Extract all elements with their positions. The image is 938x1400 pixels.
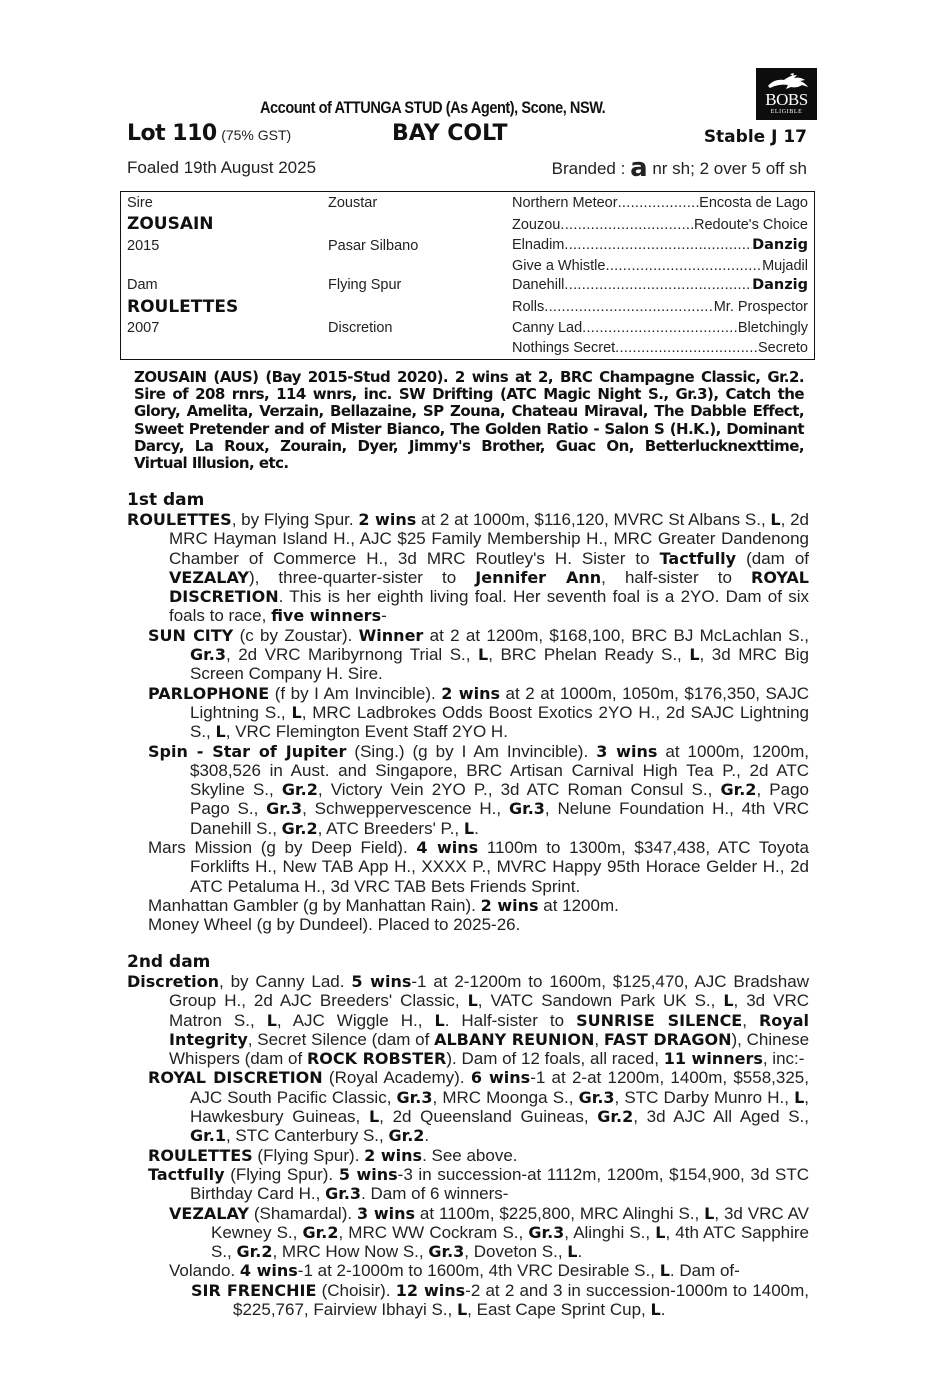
lot-number bbox=[127, 121, 291, 146]
progeny-entry: SUN CITY (c by Zoustar). Winner at 2 at 1200m, $168,100, BRC BJ McLachlan S., Gr.3, 2d VRC Maribyrnong Trial S., L, BRC Phelan Ready S., L, 3d MRC Big Screen Company H. Sire. bbox=[148, 625, 809, 684]
dam-year: 2007 bbox=[127, 320, 160, 336]
lot-label: Lot 110 bbox=[127, 121, 217, 146]
progeny-entry: Discretion, by Canny Lad. 5 wins-1 at 2-1200m to 1600m, $125,470, AJC Bradshaw Group H., 2d AJC Breeders' Classic, L, VATC Sandown Park UK S., L, 3d VRC Matron S., L, AJC Wiggle H., L. Half-sister to SUNRISE SILENCE, Royal Integrity, Secret Silence (dam of ALBANY REUNION, FAST DRAGON), Chinese Whispers (dam of ROCK ROBSTER). Dam of 12 foals, all raced, 11 winners, inc:- bbox=[127, 972, 810, 1069]
sire-summary: ZOUSAIN (AUS) (Bay 2015-Stud 2020). 2 wins at 2, BRC Champagne Classic, Gr.2. Sire of 208 rnrs, 114 wnrs, inc. SW Drifting (ATC Magic Night S., Gr.3), Catch the Glory, Amelita, Verzain, Bellazaine, SP Zouna, Chateau Miraval, The Dabble Effect, Sweet Pretender and of Mister Bianco, The Golden Ratio - Salon S (H.K.), Dominant Darcy, La Roux, Zourain, Dyer, Jimmy's Brother, Guac On, Betterlucknexttime, Virtual Illusion, etc. bbox=[134, 368, 804, 473]
progeny-entry: PARLOPHONE (f by I Am Invincible). 2 wins at 2 at 1000m, 1050m, $176,350, SAJC Lightning S., L, MRC Ladbrokes Odds Boost Exotics 2YO H., 2d SAJC Lightning S., L, VRC Flemington Event Staff 2YO H. bbox=[148, 683, 809, 742]
progeny-entry: Mars Mission (g by Deep Field). 4 wins 1100m to 1300m, $347,438, ATC Toyota Forklifts H., New TAB App H., XXXX P., MVRC Happy 95th Horace Gelder H., 2d ATC Petaluma H., 3d VRC TAB Bets Friends Sprint. bbox=[148, 838, 809, 896]
dam-label: Dam bbox=[127, 277, 158, 293]
pedigree-row: Danehill ..... Danzig bbox=[512, 277, 808, 293]
sire-name: ZOUSAIN bbox=[127, 214, 214, 234]
brand-info bbox=[551, 153, 807, 183]
progeny-entry: Volando. 4 wins-1 at 2-1000m to 1600m, 4th VRC Desirable S., L. Dam of- bbox=[169, 1261, 740, 1281]
progeny-entry: Money Wheel (g by Dundeel). Placed to 2025-26. bbox=[148, 915, 521, 935]
progeny-entry: ROYAL DISCRETION (Royal Academy). 6 wins-1 at 2-at 1200m, 1400m, $558,325, AJC South Pacific Classic, Gr.3, MRC Moonga S., Gr.3, STC Darby Munro H., L, Hawkesbury Guineas, L, 2d Queensland Guineas, Gr.2, 3d AJC All Aged S., Gr.1, STC Canterbury S., Gr.2. bbox=[148, 1068, 809, 1146]
logo-text-eligible: ELIGIBLE bbox=[770, 109, 803, 115]
progeny-entry: ROULETTES, by Flying Spur. 2 wins at 2 at 1000m, $116,120, MVRC St Albans S., L, 2d MRC Hayman Island H., AJC $25 Family Membership H., MRC Greater Dandenong Chamber of Commerce H., 3d MRC Routley's H. Sister to Tactfully (dam of VEZALAY), three-quarter-sister to Jennifer Ann, half-sister to ROYAL DISCRETION. This is her eighth living foal. Her seventh foal is a 2YO. Dam of six foals to race, five winners- bbox=[127, 510, 809, 626]
pedigree-row: Northern Meteor ..... Encosta de Lago bbox=[512, 195, 808, 211]
pedigree-row: Canny Lad ..... Bletchingly bbox=[512, 320, 808, 336]
granddam-maternal: Discretion bbox=[328, 320, 393, 336]
second-dam-heading: 2nd dam bbox=[127, 952, 211, 972]
pedigree-row: Elnadim ..... Danzig bbox=[512, 237, 808, 253]
bobs-eligible-logo bbox=[756, 68, 817, 120]
logo-text-bobs: BOBS bbox=[765, 90, 808, 109]
first-dam-heading: 1st dam bbox=[127, 490, 205, 510]
dam-name: ROULETTES bbox=[127, 297, 239, 317]
brand-mark-icon: a bbox=[630, 153, 648, 183]
pedigree-row: Rolls ..... Mr. Prospector bbox=[512, 299, 808, 315]
pedigree-row: Give a Whistle ..... Mujadil bbox=[512, 258, 808, 274]
second-dam-section bbox=[127, 972, 809, 1319]
pedigree-row: Zouzou ..... Redoute's Choice bbox=[512, 217, 808, 233]
progeny-entry: Spin - Star of Jupiter (Sing.) (g by I Am Invincible). 3 wins at 1000m, 1200m, $308,526 in Aust. and Singapore, BRC Artisan Carnival High Tea P., 2d ATC Skyline S., Gr.2, Victory Vein 2YO P., 3d ATC Roman Consul S., Gr.2, Pago Pago S., Gr.3, Schweppervescence H., Gr.3, Nelune Foundation H., 4th VRC Danehill S., Gr.2, ATC Breeders' P., L. bbox=[148, 741, 810, 838]
progeny-entry: Tactfully (Flying Spur). 5 wins-3 in succession-at 1112m, 1200m, $154,900, 3d STC Birthday Card H., Gr.3. Dam of 6 winners- bbox=[148, 1164, 809, 1204]
granddam-paternal: Pasar Silbano bbox=[328, 238, 419, 254]
vendor-account: Account of ATTUNGA STUD (As Agent), Scone, NSW. bbox=[260, 99, 606, 117]
progeny-entry: ROULETTES (Flying Spur). 2 wins. See above. bbox=[148, 1145, 518, 1165]
grandsire-paternal: Zoustar bbox=[328, 195, 378, 211]
pedigree-row: Nothings Secret ..... Secreto bbox=[512, 340, 808, 356]
first-dam-section bbox=[127, 510, 809, 935]
branded-label: Branded : bbox=[551, 159, 631, 178]
progeny-entry: VEZALAY (Shamardal). 3 wins at 1100m, $225,800, MRC Alinghi S., L, 3d VRC AV Kewney S., Gr.2, MRC WW Cockram S., Gr.3, Alinghi S., L, 4th ATC Sapphire S., Gr.2, MRC How Now S., Gr.3, Doveton S., L. bbox=[169, 1203, 810, 1262]
horse-head-icon bbox=[764, 72, 809, 92]
progeny-entry: Manhattan Gambler (g by Manhattan Rain). 2 wins at 1200m. bbox=[148, 895, 619, 915]
branded-detail: nr sh; 2 over 5 off sh bbox=[647, 159, 807, 178]
stable-location: Stable J 17 bbox=[703, 127, 807, 147]
horse-description: BAY COLT bbox=[392, 121, 508, 146]
sire-label: Sire bbox=[127, 195, 153, 211]
foaled-date: Foaled 19th August 2025 bbox=[127, 158, 317, 177]
pedigree-table bbox=[120, 191, 815, 360]
gst-note: (75% GST) bbox=[221, 127, 292, 143]
progeny-entry: SIR FRENCHIE (Choisir). 12 wins-2 at 2 and 3 in succession-1000m to 1400m, $225,767, Fairview Ibhayi S., L, East Cape Sprint Cup, L. bbox=[191, 1280, 809, 1320]
grandsire-maternal: Flying Spur bbox=[328, 277, 402, 293]
sire-year: 2015 bbox=[127, 238, 160, 254]
